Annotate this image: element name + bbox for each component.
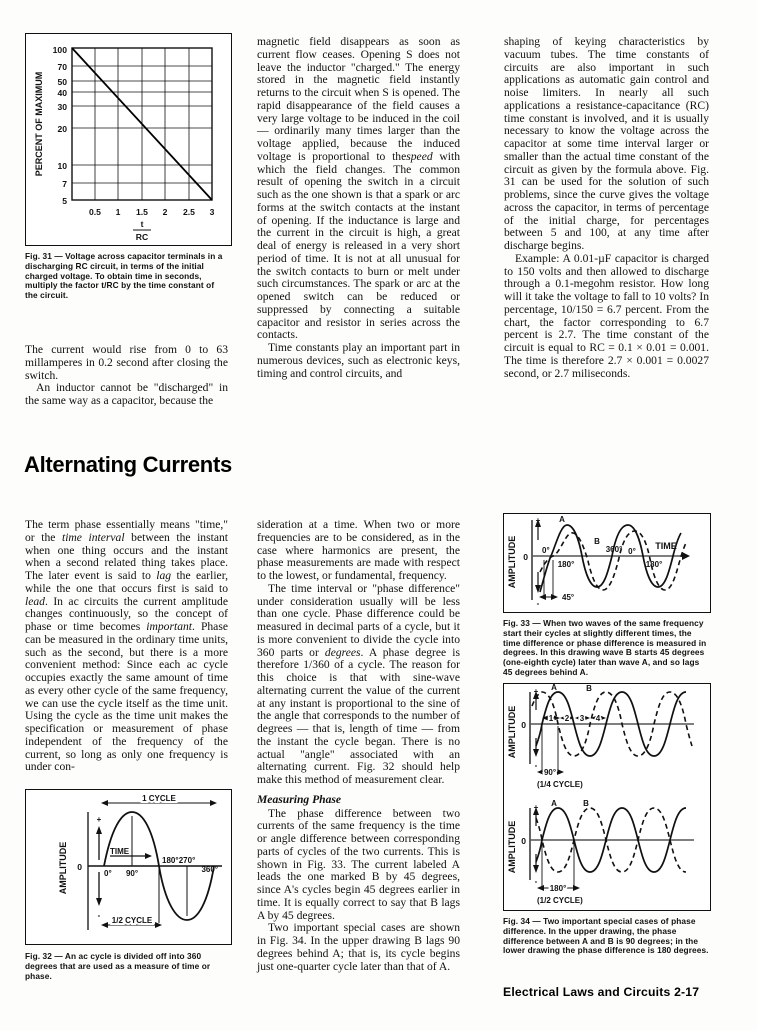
- fig33-wave-a-label: A: [559, 515, 565, 524]
- fig31-xtick-2: 2: [162, 207, 168, 217]
- fig33-ylabel: AMPLITUDE: [507, 535, 517, 589]
- figure-32-caption: Fig. 32 — An ac cycle is divided off into 360 degrees that are used as a measure of time or phase.: [25, 951, 211, 981]
- top-column-1: [25, 344, 228, 408]
- fig34-upper-phase: 90°: [543, 768, 557, 777]
- fig34-lower-zero: 0: [521, 836, 526, 846]
- ac-col1-para-1: [25, 519, 228, 774]
- fig32-ylabel: AMPLITUDE: [58, 841, 68, 895]
- ac-col2-para-4: Two important special cases are shown in Fig. 34. In the upper drawing B lags 90 degrees behind A; that is, its cycle begins just one-quarter cycle later than that of A.: [257, 921, 460, 973]
- ac-col2-italic-degrees: degrees: [324, 645, 361, 659]
- ac-col1-seg-b: between the instant when one thing occurs and the instant when a second related thing takes place. The later event is said to: [25, 530, 229, 582]
- fig34-lower-phase: 180°: [549, 884, 567, 893]
- fig32-minus: -: [97, 911, 101, 920]
- fig32-one-cycle-label: 1 CYCLE: [142, 794, 176, 803]
- fig32-half-cycle-label: 1/2 CYCLE: [111, 916, 153, 925]
- fig34-lower-cycle: (1/2 CYCLE): [537, 896, 583, 905]
- fig34-lower-plus: +: [533, 803, 539, 812]
- fig34-mark-1: 1: [548, 714, 554, 723]
- fig34-mark-3: 3: [579, 714, 585, 723]
- fig31-xlabel-denominator: RC: [135, 232, 149, 242]
- fig32-deg-0: 0°: [104, 869, 112, 878]
- section-heading-alternating-currents: Alternating Currents: [24, 452, 232, 477]
- fig33-minus: -: [536, 599, 540, 608]
- ac-col2-seg-a: The time interval or "phase difference" under consideration usually will be less than one cycle. Phase difference could be measured in decimal parts of a cycle, but it is more convenient to divide the cycle into 360 parts or: [257, 581, 460, 659]
- ac-col1-italic-lead: lead: [25, 594, 45, 608]
- top-col2-para-1: [257, 36, 460, 342]
- fig31-xtick-2.5: 2.5: [183, 207, 195, 217]
- fig33-zero: 0: [523, 552, 528, 562]
- ac-col1-italic-important: important: [146, 620, 193, 633]
- top-column-2: [257, 36, 460, 380]
- top-col3-para-2: Example: A 0.01-µF capacitor is charged to 150 volts and then allowed to discharge through a 0.1-megohm resistor. How long will it take the voltage to fall to 10 volts? In percentage, 10/150 = 6.7 percent. From the chart, the factor corresponding to 6.7 percent is 2.7. The time constant of the circuit is equal to RC = 0.1 × 0.01 = 0.001. The time is therefore 2.7 × 0.001 = 0.0027 second, or 2.7 miliseconds.: [504, 251, 709, 380]
- figure-31-chart: [26, 34, 229, 243]
- figure-34-caption: Fig. 34 — Two important special cases of phase difference. In the upper drawing, the phase difference between A and B is 90 degrees; in the lower drawing the phase difference is 180 degrees.: [503, 916, 709, 956]
- figure-33-diagram: [504, 514, 708, 610]
- fig31-ytick-10: 10: [57, 161, 67, 171]
- fig34-upper-plus: +: [533, 687, 539, 696]
- ac-col2-para-3: The phase difference between two currents of the same frequency is the time or angle difference between corresponding parts of cycles of the two currents. This is shown in Fig. 33. The current labeled A leads the one marked B by 45 degrees, since A's cycles begin 45 degrees earlier in time. It is equally correct to say that B lags A by 45 degrees.: [257, 806, 460, 922]
- fig34-lower-wave-a: A: [551, 799, 557, 808]
- ac-col1-seg-e: . Phase can be measured in the ordinary time units, such as the second, but there is a more convenient method: Since each ac cycle occupies exactly the same amount of time as every other cycle of the same frequency, we can use the cycle itself as the time unit. Using the cycle as the time unit makes the specification or measurement of phase independent of the frequency of the current, so long as only one frequency is under con-: [25, 620, 228, 774]
- fig32-plus: +: [96, 815, 102, 824]
- fig34-lower-wave-b: B: [583, 799, 589, 808]
- top-col2-para-1-part-b: with which the field changes. The common result of opening the switch in a circuit such as the one shown is that a spark or arc forms at the switch contacts at the instant of opening. If the inductance is large and the current in the circuit is high, a great deal of energy is released in a very short period of time. It is not at all unusual for the switch contacts to burn or melt under such circumstances. The spark or arc at the opened switch can be reduced or suppressed by connecting a suitable capacitor and resistor in series across the contacts.: [257, 149, 460, 342]
- figure-34-diagram: [504, 684, 708, 908]
- fig34-lower-minus: -: [534, 877, 538, 886]
- fig34-mark-2: 2: [564, 714, 570, 723]
- fig32-time-label: TIME: [110, 847, 130, 856]
- fig33-deg-180: 180°: [557, 560, 575, 569]
- fig31-ytick-50: 50: [57, 77, 67, 87]
- fig31-ytick-20: 20: [57, 124, 67, 134]
- fig33-phase-45: 45°: [562, 593, 575, 602]
- figure-31-box: [25, 33, 232, 246]
- top-column-3: [504, 36, 709, 380]
- fig32-deg-90: 90°: [125, 869, 139, 878]
- ac-column-2: [257, 519, 460, 973]
- top-col3-para-1: shaping of keying characteristics by vacuum tubes. The time constants of circuits are also important in such applications as automatic gain control and noise limiters. In nearly all such applications a resistance-capacitance (RC) time constant is involved, and it is usually necessary to know the voltage across the capacitor at some time interval larger or smaller than the actual time constant of the circuit as given by the formula above. Fig. 31 can be used for the solution of such problems, since the curve gives the voltage across the capacitor, in terms of percentage of the initial charge, for percentages between 5 and 100, at any time after discharge begins.: [504, 35, 709, 252]
- fig31-xtick-3: 3: [209, 207, 215, 217]
- ac-col1-seg-c: the earlier, while the one that occurs first is said to: [25, 569, 228, 595]
- fig31-ytick-7: 7: [62, 179, 67, 189]
- ac-col2-para-2: [257, 583, 460, 787]
- fig31-xtick-1: 1: [115, 207, 121, 217]
- fig34-upper-zero: 0: [521, 720, 526, 730]
- fig33-wave-b-label: B: [594, 537, 600, 546]
- fig32-zero: 0: [77, 862, 82, 872]
- figure-33-caption: Fig. 33 — When two waves of the same frequency start their cycles at slightly different times, the time difference or phase difference is measured in degrees. In this drawing wave B starts 45 degrees (one-eighth cycle) later than wave A, and so lags 45 degrees behind A.: [503, 618, 707, 677]
- fig34-upper-wave-b: B: [586, 684, 592, 693]
- top-col2-para-2: Time constants play an important part in numerous devices, such as electronic keys, timing and control circuits, and: [257, 341, 460, 380]
- top-col1-para-2: An inductor cannot be "discharged" in the same way as a capacitor, because the: [25, 381, 228, 407]
- fig32-deg-180: 180°: [162, 856, 179, 865]
- fig31-ytick-100: 100: [52, 45, 67, 55]
- page-footer: Electrical Laws and Circuits 2-17: [503, 985, 700, 999]
- fig32-deg-360: 360°: [201, 865, 218, 874]
- fig33-deg-180-b: 180°: [645, 560, 663, 569]
- top-col2-italic-speed: speed: [406, 149, 433, 163]
- figure-32-box: [25, 789, 232, 945]
- figure-31-caption: Fig. 31 — Voltage across capacitor terminals in a discharging RC circuit, in terms of the initial charged voltage. To obtain time in seconds, multiply the factor t/RC by the time constant of the circuit.: [25, 251, 223, 301]
- ac-col2-para-1: sideration at a time. When two or more frequencies are to be considered, as in the case where harmonics are present, the phase measurements are made with respect to the lowest, or fundamental, frequency.: [257, 518, 460, 582]
- top-col1-para-1: The current would rise from 0 to 63 millamperes in 0.2 second after closing the switch.: [25, 343, 228, 382]
- fig31-xtick-1.5: 1.5: [136, 207, 148, 217]
- fig31-xlabel-numerator: t: [140, 219, 144, 229]
- fig32-deg-270: 270°: [178, 856, 196, 865]
- fig33-deg-0-b: 0°: [628, 547, 636, 556]
- ac-col1-italic-time-interval: time interval: [61, 530, 125, 544]
- ac-subheading-measuring-phase: Measuring Phase: [257, 792, 342, 806]
- ac-column-1: [25, 519, 228, 774]
- fig34-lower-ylabel: AMPLITUDE: [507, 820, 517, 874]
- ac-col1-italic-lag: lag: [156, 569, 172, 582]
- fig31-ylabel: PERCENT OF MAXIMUM: [34, 71, 44, 177]
- ac-col2-seg-b: . A phase degree is therefore 1/360 of a cycle. The reason for this choice is that with sine-wave alternating current the value of the current at any instant is proportional to the sine of the angle that corresponds to the number of degrees — that is, length of time — from the instant the cycle began. There is no actual "angle" associated with an alternating current. Fig. 32 should help make this method of measurement clear.: [257, 645, 461, 786]
- figure-32-diagram: [26, 790, 229, 942]
- fig34-upper-cycle: (1/4 CYCLE): [537, 780, 583, 789]
- fig33-deg-360: 360°: [605, 545, 623, 554]
- fig31-ytick-40: 40: [57, 88, 67, 98]
- fig34-upper-ylabel: AMPLITUDE: [507, 705, 517, 759]
- fig34-mark-4: 4: [595, 714, 601, 723]
- fig34-upper-wave-a: A: [551, 684, 557, 692]
- top-col2-para-1-part-a: magnetic field disappears as soon as current flow ceases. Opening S does not leave the inductor "charged." The energy stored in the magnetic field instantly returns to the circuit when S is opened. The rapid disappearance of the field causes a very large voltage to be induced in the coil — ordinarily many times larger than the voltage applied, because the induced voltage is proportional to the: [257, 35, 460, 163]
- fig31-ytick-30: 30: [57, 102, 67, 112]
- fig31-ytick-70: 70: [57, 62, 67, 72]
- ac-col1-seg-d: . In ac circuits the current amplitude changes continuously, so the concept of phase or time becomes: [25, 594, 228, 633]
- ac-col1-seg-a: The term phase essentially means "time," or the: [25, 518, 228, 544]
- fig33-deg-0: 0°: [542, 546, 550, 555]
- fig34-upper-minus: -: [534, 761, 538, 770]
- fig33-plus: +: [535, 516, 541, 525]
- figure-33-box: [503, 513, 711, 613]
- fig31-xtick-0.5: 0.5: [89, 207, 101, 217]
- fig33-time-label: TIME: [655, 541, 677, 551]
- fig31-ytick-5: 5: [62, 196, 67, 206]
- figure-34-box: [503, 683, 711, 911]
